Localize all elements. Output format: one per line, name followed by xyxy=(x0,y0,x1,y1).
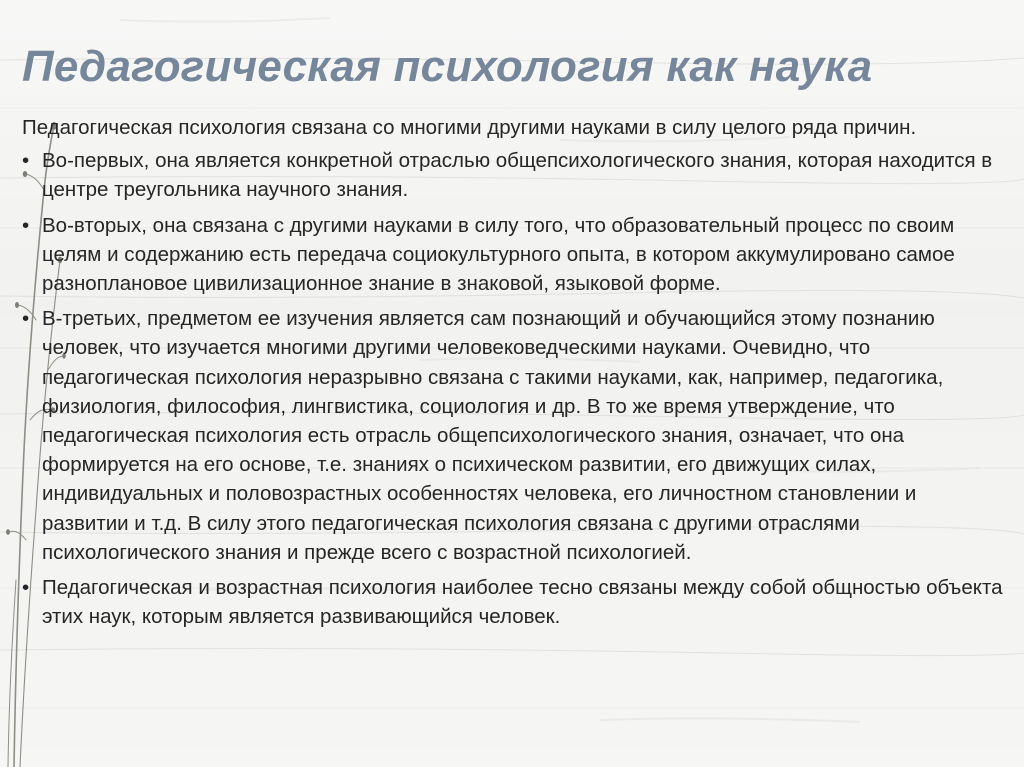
bullet-text-1: Во-первых, она является конкретной отраслью общепсихологического знания, которая находится в центре треугольника научного знания. xyxy=(42,149,993,202)
bullet-item-2 xyxy=(22,211,1007,299)
bullet-text-3: В-третьих, предметом ее изучения является сам познающий и обучающийся этому познанию человек, что изучается многими другими человековедческими науками. Очевидно, что педагогическая психология неразрывно связана с такими науками, как, например, педагогика, физиология, философия, лингвистика, социология и др. В то же время утверждение, что педагогическая психология есть отрасль общепсихологического знания, означает, что она формируется на его основе, т.е. знаниях о психическом развитии, его движущих силах, индивидуальных и половозрастных особенностях человека, его личностном становлении и развитии и т.д. В силу этого педагогическая психология связана с другими отраслями психологического знания и прежде всего с возрастной психологией. xyxy=(42,307,944,564)
bullet-text-2: Во-вторых, она связана с другими науками в силу того, что образовательный процесс по своим целям и содержанию есть передача социокультурного опыта, в котором аккумулировано самое разноплановое цивилизационное знание в знаковой, языковой форме. xyxy=(42,213,955,296)
bullet-dot-icon: • xyxy=(22,149,30,173)
bullet-dot-icon: • xyxy=(22,213,30,237)
intro-paragraph: Педагогическая психология связана со многими другими науками в силу целого ряда причин. xyxy=(22,116,917,139)
bullet-item-1 xyxy=(22,146,1007,204)
slide-title: Педагогическая психология как наука xyxy=(22,42,873,91)
bullet-dot-icon: • xyxy=(22,307,30,331)
bullet-dot-icon: • xyxy=(22,576,30,600)
bullet-list xyxy=(22,146,1007,631)
bullet-item-3 xyxy=(22,304,1007,567)
bullet-item-4 xyxy=(22,573,1007,631)
slide-body xyxy=(22,113,1007,637)
bullet-text-4: Педагогическая и возрастная психология наиболее тесно связаны между собой общностью объекта этих наук, которым является развивающийся человек. xyxy=(42,576,1003,629)
